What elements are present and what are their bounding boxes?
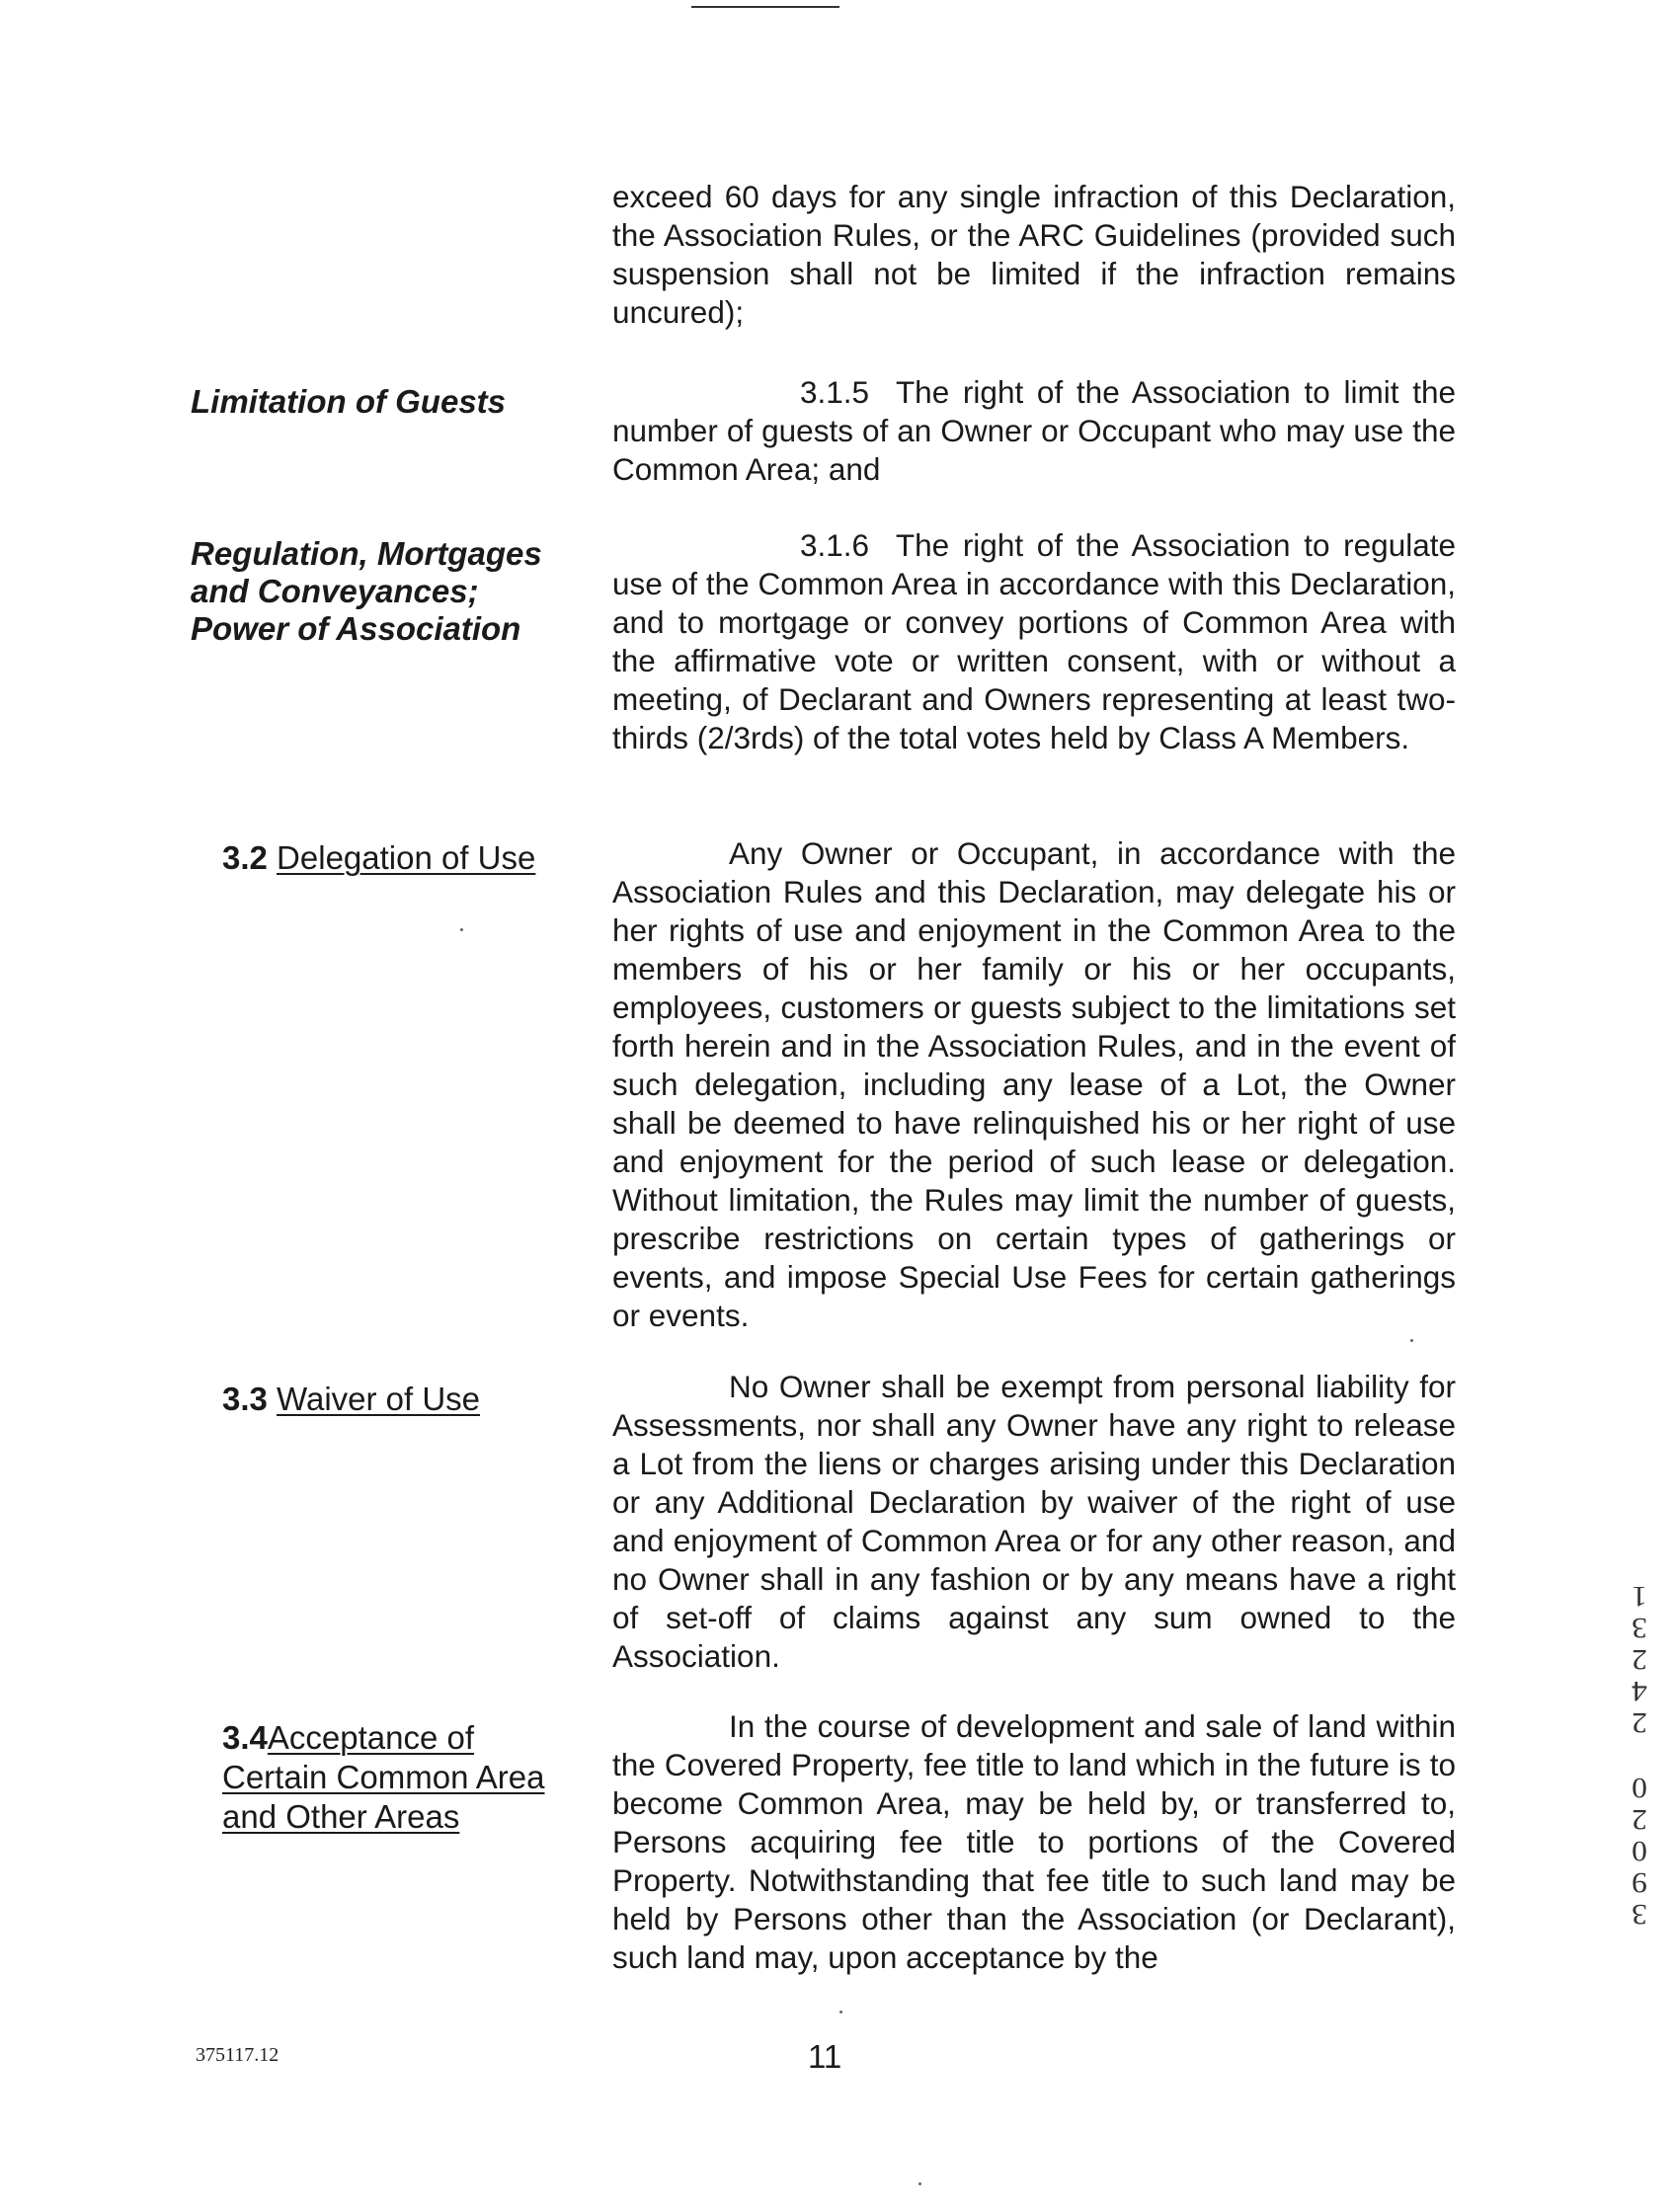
top-rule (691, 6, 839, 8)
paragraph-3-4: In the course of development and sale of land within the Covered Property, fee title to land which in the future is to become Common Area, may be held by, or transferred to, Persons acquiring fee title to portions of the Covered Property. Notwithstanding that fee title to such land may be held by Persons other than the Association (or Declarant), such land may, upon acceptance by the (612, 1708, 1456, 1975)
recording-stamp: 1 3 2 4 2 0 2 0 9 3 (1632, 1580, 1647, 1931)
document-code: 375117.12 (196, 2044, 279, 2066)
continuation-paragraph: exceed 60 days for any single infraction of this Declaration, the Association Rules, or the ARC Guidelines (provided such suspension shall not be limited if the infraction remains uncured); (612, 179, 1456, 330)
section-heading-delegation-of-use: 3.2 Delegation of Use (222, 839, 536, 876)
scan-speck (1410, 1339, 1413, 1342)
scan-speck (918, 2182, 921, 2185)
section-heading-waiver-of-use: 3.3 Waiver of Use (222, 1381, 481, 1417)
scan-speck (460, 928, 463, 931)
item-number: 3.1.5 (800, 374, 870, 410)
paragraph-3-3: No Owner shall be exempt from personal liability for Assessments, nor shall any Owner have any right to release a Lot from the liens or charges arising under this Declaration or any Additional Declaration by waiver of the right of use and enjoyment of Common Area or for any other reason, and no Owner shall in any fashion or by any means have a right of set-off of claims against any sum owned to the Association. (612, 1369, 1456, 1674)
paragraph-3-2: Any Owner or Occupant, in accordance with the Association Rules and this Declaration, may delegate his or her rights of use and enjoyment in the Common Area to the members of his or her family or his or her occupants, employees, customers or guests subject to the limitations set forth herein and in the Association Rules, and in the event of such delegation, including any lease of a Lot, the Owner shall be deemed to have relinquished his or her right of use and enjoyment for the period of such lease or delegation. Without limitation, the Rules may limit the number of guests, prescribe restrictions on certain types of gatherings or events, and impose Special Use Fees for certain gatherings or events. (612, 835, 1456, 1333)
item-number: 3.1.6 (800, 527, 870, 563)
paragraph-3-1-5: 3.1.5 The right of the Association to limit the number of guests of an Owner or Occupant who may use the Common Area; and (612, 374, 1456, 487)
page-number: 11 (808, 2038, 842, 2075)
section-heading-acceptance: 3.4Acceptance of Certain Common Area and Other Areas (222, 1719, 545, 1835)
heading-limitation-of-guests: Limitation of Guests (191, 383, 507, 420)
scan-speck (839, 2011, 842, 2014)
paragraph-3-1-6: 3.1.6 The right of the Association to regulate use of the Common Area in accordance with this Declaration, and to mortgage or convey portions of Common Area with the affirmative vote or written consent, with or without a meeting, of Declarant and Owners representing at least two-thirds (2/3rds) of the total votes held by Class A Members. (612, 527, 1457, 755)
heading-regulation-mortgages: Regulation, Mortgages and Conveyances; Power of Association (191, 535, 542, 647)
